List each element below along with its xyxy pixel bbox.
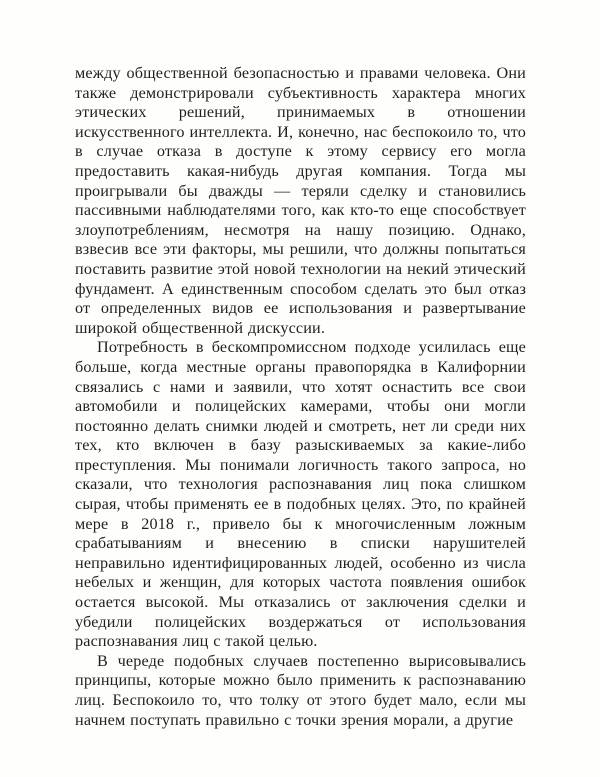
paragraph-facial-recognition-request: Потребность в бескомпромиссном подходе усилилась еще больше, когда местные органы правопорядка в Калифорнии связались с нами и заявили, что хотят оснастить все свои автомобили и полицейских камерами, чтобы они могли постоянно делать снимки людей и смотреть, нет ли среди них тех, кто включен в базу разыскиваемых за какие-либо преступления. Мы понимали логичность такого запроса, но сказали, что технология распознавания лиц пока слишком сырая, чтобы применять ее в подобных целях. Это, по крайней мере в 2018 г., привело бы к многочисленным ложным срабатываниям и внесению в списки нарушителей неправильно идентифицированных людей, особенно из числа небелых и женщин, для которых частота появления ошибок остается высокой. Мы отказались от заключения сделки и убедили полицейских воздержаться от использования распознавания лиц с такой целью. [75,338,526,651]
paragraph-continuation: между общественной безопасностью и правами человека. Они также демонстрировали субъективность характера многих этических решений, принимаемых в отношении искусственного интеллекта. И, конечно, нас беспокоило то, что в случае отказа в доступе к этому сервису его могла предоставить какая-нибудь другая компания. Тогда мы проигрывали бы дважды — теряли сделку и становились пассивными наблюдателями того, как кто-то еще способствует злоупотреблениям, несмотря на нашу позицию. Однако, взвесив все эти факторы, мы решили, что должны попытаться поставить развитие этой новой технологии на некий этический фундамент. А единственным способом сделать это был отказ от определенных видов ее использования и развертывание широкой общественной дискуссии. [75,64,526,337]
paragraph-principles: В череде подобных случаев постепенно вырисовывались принципы, которые можно было применить к распознаванию лиц. Беспокоило то, что толку от этого будет мало, если мы начнем поступать правильно с точки зрения морали, а другие [75,651,526,729]
